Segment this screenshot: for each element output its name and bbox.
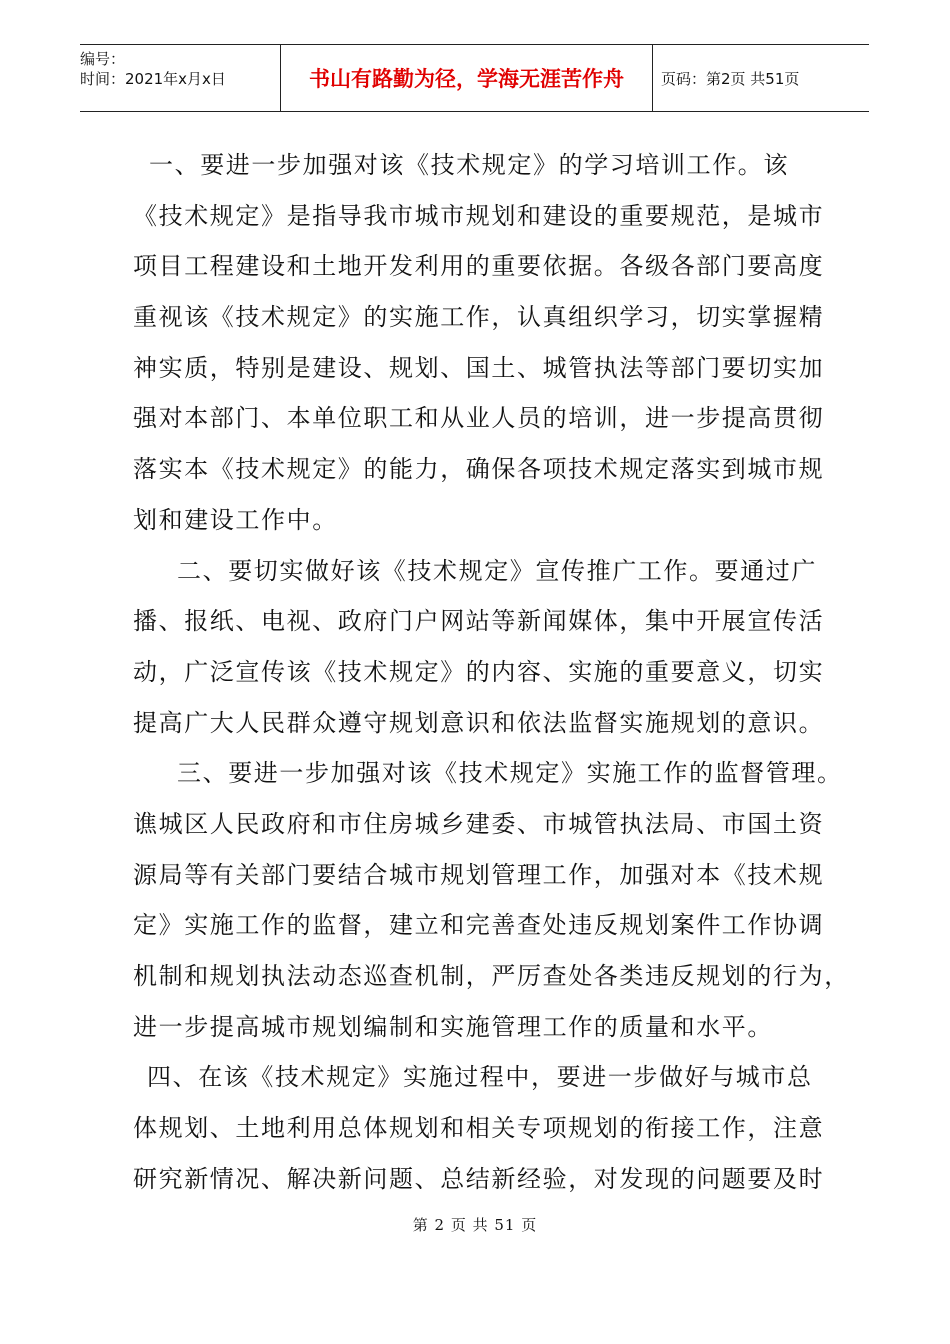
text-line: 提高广大人民群众遵守规划意识和依法监督实施规划的意识。 xyxy=(133,708,825,737)
text-line: 三、要进一步加强对该《技术规定》实施工作的监督管理。 xyxy=(177,759,843,788)
document-body xyxy=(133,140,850,1204)
page-header xyxy=(80,44,869,112)
footer-page-number: 第 2 页 共 51 页 xyxy=(412,1216,538,1234)
page-footer xyxy=(0,1214,950,1235)
text-line: 研究新情况、解决新问题、总结新经验，对发现的问题要及时 xyxy=(133,1164,825,1193)
header-page-info: 页码：第2页 共51页 xyxy=(661,69,800,88)
text-line: 机制和规划执法动态巡查机制，严厉查处各类违反规划的行为， xyxy=(133,962,850,990)
text-line: 强对本部门、本单位职工和从业人员的培训，进一步提高贯彻 xyxy=(133,404,825,433)
text-line: 动，广泛宣传该《技术规定》的内容、实施的重要意义，切实 xyxy=(133,657,825,686)
text-line: 二、要切实做好该《技术规定》宣传推广工作。要通过广 xyxy=(177,556,817,585)
text-line: 谯城区人民政府和市住房城乡建委、市城管执法局、市国土资 xyxy=(133,809,825,838)
text-line: 四、在该《技术规定》实施过程中，要进一步做好与城市总 xyxy=(147,1063,813,1092)
paragraph-3 xyxy=(133,748,850,1052)
text-line: 一、要进一步加强对该《技术规定》的学习培训工作。该 xyxy=(149,151,789,179)
document-time: 时间：2021年x月x日 xyxy=(80,70,226,88)
text-line: 源局等有关部门要结合城市规划管理工作，加强对本《技术规 xyxy=(133,860,825,889)
header-meta xyxy=(80,45,280,111)
header-motto: 书山有路勤为径，学海无涯苦作舟 xyxy=(309,67,624,91)
text-line: 体规划、土地利用总体规划和相关专项规划的衔接工作，注意 xyxy=(133,1114,825,1143)
text-line: 《技术规定》是指导我市城市规划和建设的重要规范，是城市 xyxy=(133,201,825,230)
text-line: 播、报纸、电视、政府门户网站等新闻媒体，集中开展宣传活 xyxy=(133,607,825,636)
text-line: 进一步提高城市规划编制和实施管理工作的质量和水平。 xyxy=(133,1012,773,1041)
text-line: 神实质，特别是建设、规划、国土、城管执法等部门要切实加 xyxy=(133,353,825,382)
text-line: 定》实施工作的监督，建立和完善查处违反规划案件工作协调 xyxy=(133,911,825,940)
paragraph-4 xyxy=(133,1052,823,1204)
text-line: 落实本《技术规定》的能力，确保各项技术规定落实到城市规 xyxy=(133,455,825,484)
header-motto-cell xyxy=(280,45,653,111)
document-number: 编号： xyxy=(80,50,126,68)
text-line: 重视该《技术规定》的实施工作，认真组织学习，切实掌握精 xyxy=(133,303,825,332)
text-line: 划和建设工作中。 xyxy=(133,505,338,534)
paragraph-1 xyxy=(133,140,823,546)
text-line: 项目工程建设和土地开发利用的重要依据。各级各部门要高度 xyxy=(133,252,825,281)
header-page-cell xyxy=(653,45,869,111)
paragraph-2 xyxy=(133,546,823,749)
